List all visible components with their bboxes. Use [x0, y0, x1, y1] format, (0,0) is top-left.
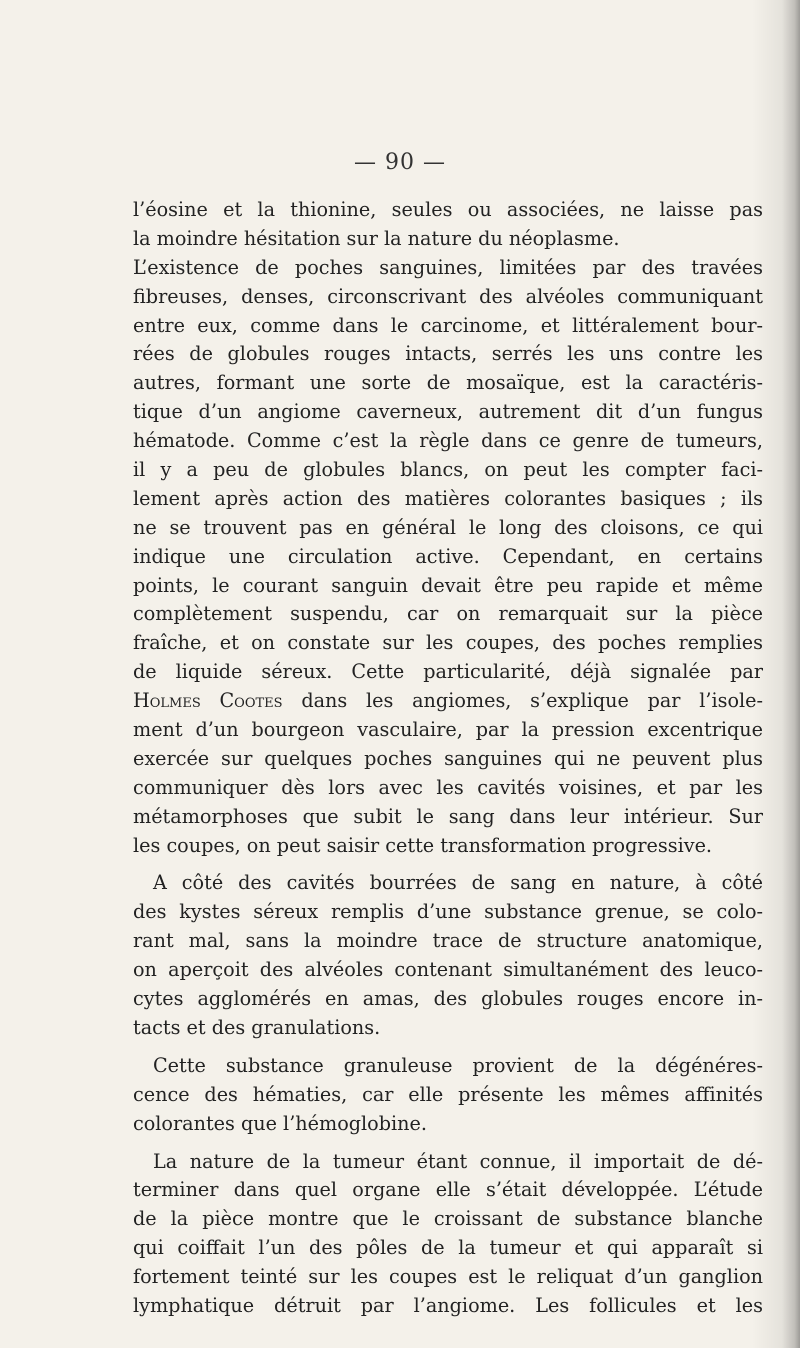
- page-edge-shadow: [782, 0, 800, 1348]
- author-name: Holmes Cootes: [133, 689, 283, 713]
- text-line: fibreuses, denses, circonscrivant des alvéoles communiquant: [133, 284, 763, 308]
- paragraph-gap: [133, 1139, 763, 1148]
- paragraph: [133, 1148, 763, 1321]
- text-line: complètement suspendu, car on remarquait sur la pièce: [133, 602, 763, 626]
- text-line: cytes agglomérés en amas, des globules rouges encore in-: [133, 987, 763, 1011]
- text-line: tacts et des granulations.: [133, 1015, 381, 1039]
- text-line: lement après action des matières colorantes basiques ; ils: [133, 486, 763, 510]
- text-line: hématode. Comme c’est la règle dans ce genre de tumeurs,: [133, 429, 763, 453]
- text-line: fraîche, et on constate sur les coupes, des poches remplies: [133, 631, 763, 655]
- paragraph: [133, 1052, 763, 1139]
- text-line: tique d’un angiome caverneux, autrement dit d’un fungus: [133, 400, 763, 424]
- text-fragment: dans les angiomes, s’explique par l’isole-: [282, 689, 763, 713]
- paragraph-gap: [133, 860, 763, 869]
- text-line: métamorphoses que subit le sang dans leur intérieur. Sur: [133, 804, 763, 828]
- text-line: fortement teinté sur les coupes est le reliquat d’un ganglion: [133, 1265, 763, 1289]
- text-line: cence des hématies, car elle présente les mêmes affinités: [133, 1082, 763, 1106]
- text-line: entre eux, comme dans le carcinome, et littéralement bour-: [133, 313, 763, 337]
- page-number: — 90 —: [354, 150, 446, 175]
- text-line: L’existence de poches sanguines, limitées par des travées: [133, 255, 763, 279]
- text-line: Cette substance granuleuse provient de la dégénéres-: [153, 1053, 763, 1077]
- text-line: indique une circulation active. Cependant, en certains: [133, 544, 763, 568]
- text-line: des kystes séreux remplis d’une substance grenue, se colo-: [133, 900, 763, 924]
- text-line-holmes: [133, 687, 763, 716]
- text-line: l’éosine et la thionine, seules ou associées, ne laisse pas: [133, 198, 763, 221]
- paragraph: [133, 196, 763, 860]
- text-line: rant mal, sans la moindre trace de structure anatomique,: [133, 929, 763, 953]
- text-line: de liquide séreux. Cette particularité, déjà signalée par: [133, 660, 763, 684]
- text-line: la moindre hésitation sur la nature du néoplasme.: [133, 226, 620, 250]
- text-line: ment d’un bourgeon vasculaire, par la pression excentrique: [133, 718, 763, 742]
- text-line: qui coiffait l’un des pôles de la tumeur et qui apparaît si: [133, 1236, 763, 1260]
- paragraph-gap: [133, 1043, 763, 1052]
- text-line: terminer dans quel organe elle s’était développée. L’étude: [133, 1178, 763, 1202]
- text-line: exercée sur quelques poches sanguines qui ne peuvent plus: [133, 746, 763, 770]
- text-line: points, le courant sanguin devait être peu rapide et même: [133, 573, 763, 597]
- text-line: les coupes, on peut saisir cette transformation progressive.: [133, 833, 713, 857]
- text-line: il y a peu de globules blancs, on peut les compter faci-: [133, 458, 763, 482]
- text-line: La nature de la tumeur étant connue, il importait de dé-: [153, 1149, 763, 1173]
- text-line: lymphatique détruit par l’angiome. Les follicules et les: [133, 1293, 763, 1317]
- text-line: colorantes que l’hémoglobine.: [133, 1111, 427, 1135]
- paragraph: [133, 869, 763, 1042]
- text-line: autres, formant une sorte de mosaïque, est la caractéris-: [133, 371, 763, 395]
- body-text: [133, 196, 763, 1321]
- text-line: communiquer dès lors avec les cavités voisines, et par les: [133, 775, 763, 799]
- text-line: de la pièce montre que le croissant de substance blanche: [133, 1207, 763, 1231]
- text-line: A côté des cavités bourrées de sang en nature, à côté: [153, 871, 763, 895]
- text-line: ne se trouvent pas en général le long des cloisons, ce qui: [133, 515, 763, 539]
- text-line: on aperçoit des alvéoles contenant simultanément des leuco-: [133, 958, 763, 982]
- text-line: rées de globules rouges intacts, serrés les uns contre les: [133, 342, 763, 366]
